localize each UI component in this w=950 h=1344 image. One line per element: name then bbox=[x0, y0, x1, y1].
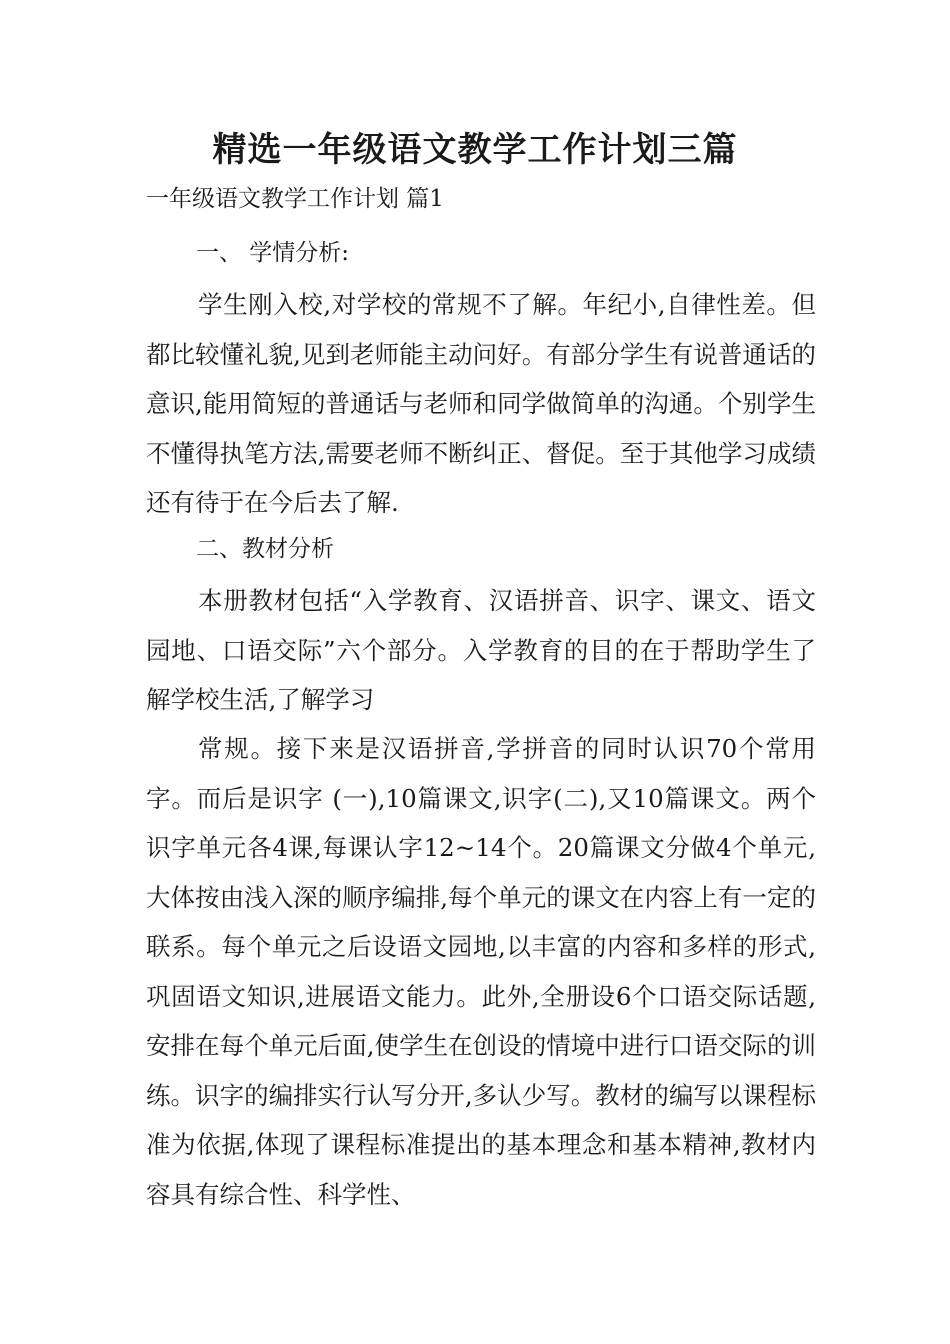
document-subtitle: 一年级语文教学工作计划 篇1 bbox=[146, 186, 444, 212]
paragraph-textbook-intro: 本册教材包括“入学教育、汉语拼音、识字、课文、语文园地、口语交际”六个部分。入学教育的目的在于帮助学生了解学校生活,了解学习 bbox=[146, 586, 816, 714]
paragraph-student-analysis: 学生刚入校,对学校的常规不了解。年纪小,自律性差。但都比较懂礼貌,见到老师能主动问好。有部分学生有说普通话的意识,能用简短的普通话与老师和同学做简单的沟通。个别学生不懂得执笔方法,需要老师不断纠正、督促。至于其他学习成绩还有待于在今后去了解. bbox=[146, 290, 816, 517]
paragraph-textbook-content: 常规。接下来是汉语拼音,学拼音的同时认识70个常用字。而后是识字 (一),10篇课文,识字(二),又10篇课文。两个识字单元各4课,每课认字12~14个。20篇课文分做4个单元,大体按由浅入深的顺序编排,每个单元的课文在内容上有一定的联系。每个单元之后设语文园地,以丰富的内容和多样的形式,巩固语文知识,进展语文能力。此外,全册设6个口语交际话题,安排在每个单元后面,使学生在创设的情境中进行口语交际的训练。识字的编排实行认写分开,多认少写。教材的编写以课程标准为依据,体现了课程标准提出的基本理念和基本精神,教材内容具有综合性、科学性、 bbox=[146, 734, 816, 1209]
document-title: 精选一年级语文教学工作计划三篇 bbox=[212, 130, 738, 170]
section-heading-student-analysis: 一、 学情分析: bbox=[196, 240, 350, 266]
section-heading-textbook-analysis: 二、教材分析 bbox=[196, 536, 334, 562]
